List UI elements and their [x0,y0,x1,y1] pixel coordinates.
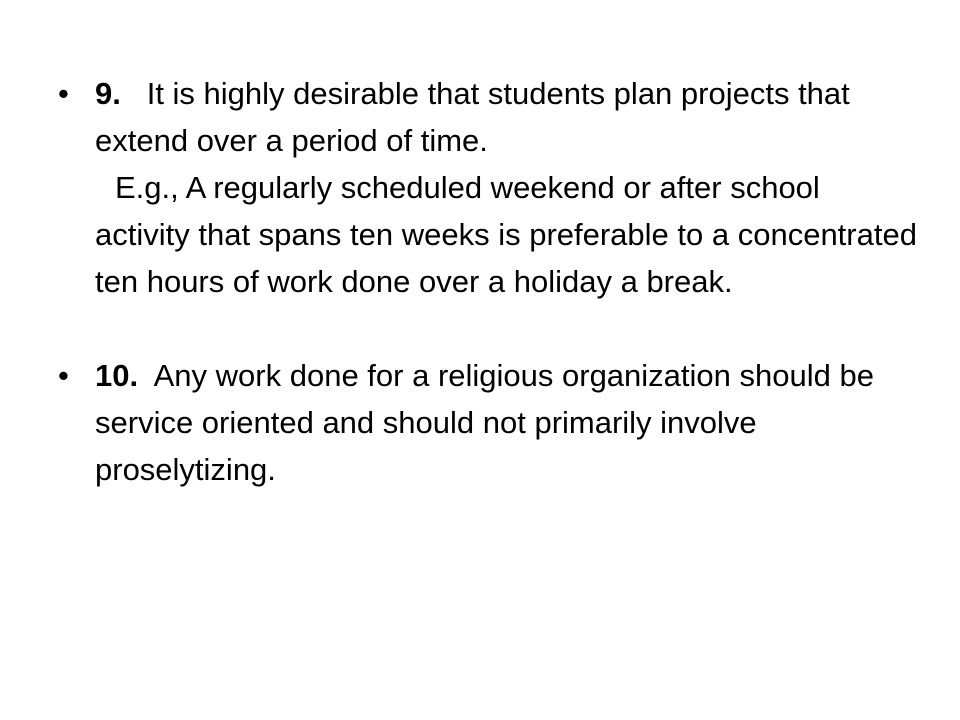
item-number: 9. [95,76,121,111]
bullet-marker: • [58,358,69,393]
bullet-item-9 [58,70,918,164]
example-text: E.g., A regularly scheduled weekend or after school activity that spans ten weeks is preferable to a concentrated ten hours of work done over a holiday a break. [95,170,917,299]
slide-content [58,70,918,493]
bullet-item-10 [58,352,918,493]
item-text: Any work done for a religious organization should be service oriented and should not primarily involve proselytizing. [95,358,874,487]
item-number: 10. [95,358,139,393]
bullet-marker: • [58,76,69,111]
item-text: It is highly desirable that students plan projects that extend over a period of time. [95,76,850,158]
spacer [58,305,918,352]
